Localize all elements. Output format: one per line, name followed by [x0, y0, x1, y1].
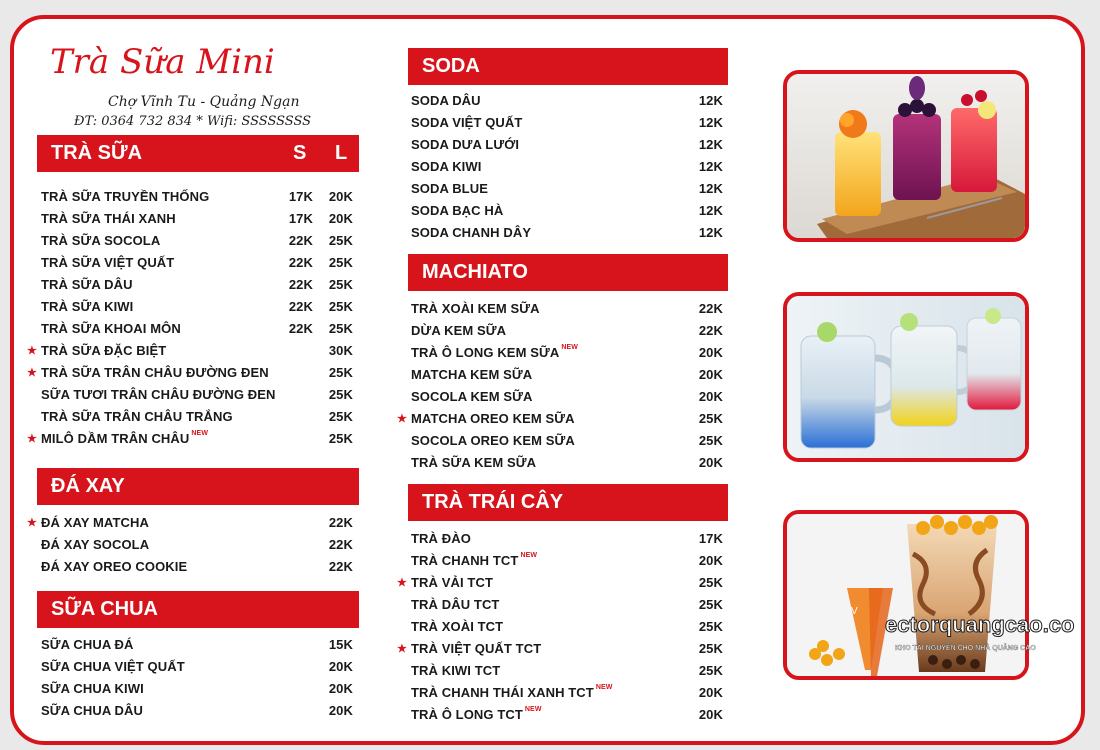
item-name: TRÀ XOÀI KEM SỮA [411, 301, 540, 316]
item-price: 25K [698, 575, 723, 590]
menu-item [411, 528, 723, 550]
item-price: 25K [698, 433, 723, 448]
item-name: TRÀ SỮA KHOAI MÔN [41, 321, 181, 336]
item-price: 12K [698, 93, 723, 108]
price-l: 25K [328, 387, 353, 402]
price-s: 17K [288, 211, 313, 226]
menu-item [41, 274, 357, 296]
new-badge: NEW [595, 684, 613, 691]
item-name-text: TRÀ CHANH THÁI XANH TCT [411, 685, 594, 700]
menu-item [41, 656, 357, 678]
item-name: ĐÁ XAY OREO COOKIE [41, 559, 188, 574]
item-price: 15K [328, 637, 353, 652]
watermark-initial: V [851, 606, 858, 617]
item-name: SODA KIWI [411, 159, 482, 174]
section-title: TRÀ SỮA [51, 142, 143, 164]
item-name-text: TRÀ Ô LONG KEM SỮA [411, 345, 560, 360]
menu-item [411, 386, 723, 408]
price-l: 20K [328, 189, 353, 204]
item-price: 20K [698, 455, 723, 470]
item-price: 25K [698, 641, 723, 656]
menu-list-soda [411, 90, 723, 244]
item-name: MATCHA OREO KEM SỮA [411, 411, 575, 426]
item-price: 20K [698, 685, 723, 700]
price-l: 25K [328, 233, 353, 248]
menu-item [41, 534, 357, 556]
price-l: 25K [328, 431, 353, 446]
item-name: SODA DƯA LƯỚI [411, 137, 520, 152]
item-price: 12K [698, 115, 723, 130]
item-name: SODA CHANH DÂY [411, 225, 532, 240]
item-name: TRÀ SỮA SOCOLA [41, 233, 161, 248]
item-price: 25K [698, 411, 723, 426]
item-price: 22K [328, 559, 353, 574]
menu-item [411, 660, 723, 682]
brand-contact: ĐT: 0364 732 834 * Wifi: SSSSSSSS [74, 114, 312, 129]
item-name-text: MILÔ DẦM TRÂN CHÂU [41, 431, 190, 446]
soda-glasses-photo [783, 70, 1029, 242]
item-price: 12K [698, 137, 723, 152]
price-l: 20K [328, 211, 353, 226]
menu-item [41, 384, 357, 406]
menu-item [41, 318, 357, 340]
item-name: SỮA CHUA DÂU [41, 703, 144, 718]
item-price: 12K [698, 159, 723, 174]
item-price: 25K [698, 597, 723, 612]
price-s: 22K [288, 255, 313, 270]
watermark-name: ectorquangcao.com [885, 612, 1075, 637]
menu-item [41, 406, 357, 428]
item-name: SODA DÂU [411, 93, 481, 108]
menu-list-tra-sua [27, 186, 357, 450]
item-name: SODA VIỆT QUẤT [411, 115, 523, 130]
item-price: 22K [328, 515, 353, 530]
item-name: ĐÁ XAY MATCHA [41, 515, 149, 530]
item-name: ĐÁ XAY SOCOLA [41, 537, 150, 552]
menu-item [41, 556, 357, 578]
star-icon: ★ [27, 367, 37, 379]
item-name: SOCOLA KEM SỮA [411, 389, 533, 404]
watermark-tagline: KHO TÀI NGUYÊN CHO NHÀ QUẢNG CÁO [895, 645, 1036, 652]
price-l: 25K [328, 409, 353, 424]
soda-glasses-illustration [787, 74, 1025, 238]
price-s: 22K [288, 321, 313, 336]
section-header-tra-trai-cay [408, 484, 728, 521]
item-name: SOCOLA OREO KEM SỮA [411, 433, 575, 448]
menu-item [41, 678, 357, 700]
item-price: 22K [698, 301, 723, 316]
new-badge: NEW [191, 430, 209, 437]
section-header-machiato [408, 254, 728, 291]
menu-item [411, 156, 723, 178]
menu-item [411, 222, 723, 244]
item-price: 20K [328, 659, 353, 674]
menu-item [27, 428, 357, 450]
item-price: 12K [698, 225, 723, 240]
menu-item [27, 340, 357, 362]
menu-list-sua-chua [41, 634, 357, 722]
item-price: 12K [698, 181, 723, 196]
item-price: 20K [698, 553, 723, 568]
item-name: TRÀ XOÀI TCT [411, 619, 504, 634]
price-l: 30K [328, 343, 353, 358]
item-price: 17K [698, 531, 723, 546]
menu-item [411, 90, 723, 112]
menu-item [397, 638, 723, 660]
menu-item [411, 452, 723, 474]
menu-item [411, 594, 723, 616]
section-header-da-xay [37, 468, 359, 505]
price-l: 25K [328, 365, 353, 380]
menu-item [41, 296, 357, 318]
menu-item [41, 252, 357, 274]
item-name: MATCHA KEM SỮA [411, 367, 533, 382]
item-name: TRÀ SỮA ĐẶC BIỆT [41, 343, 167, 358]
menu-item [41, 230, 357, 252]
column-header-s: S [293, 142, 307, 164]
item-price: 12K [698, 203, 723, 218]
item-name: TRÀ SỮA KEM SỮA [411, 455, 537, 470]
menu-item [27, 512, 357, 534]
mason-jar-illustration [787, 296, 1025, 458]
menu-item [411, 342, 723, 364]
watermark [845, 580, 1075, 680]
section-header-soda [408, 48, 728, 85]
price-l: 25K [328, 321, 353, 336]
item-name: SỮA CHUA VIỆT QUẤT [41, 659, 185, 674]
price-s: 22K [288, 233, 313, 248]
price-s: 22K [288, 299, 313, 314]
item-name: TRÀ SỮA THÁI XANH [41, 211, 176, 226]
item-name: TRÀ VẢI TCT [411, 575, 493, 590]
item-name: TRÀ KIWI TCT [411, 663, 501, 678]
menu-item [411, 134, 723, 156]
item-price: 22K [328, 537, 353, 552]
star-icon: ★ [397, 577, 407, 589]
price-l: 25K [328, 299, 353, 314]
mason-jar-drinks-photo [783, 292, 1029, 462]
item-name: TRÀ SỮA DÂU [41, 277, 133, 292]
price-s: 17K [288, 189, 313, 204]
menu-item [41, 208, 357, 230]
item-price: 20K [698, 367, 723, 382]
menu-item [411, 682, 723, 704]
price-s: 22K [288, 277, 313, 292]
star-icon: ★ [27, 433, 37, 445]
menu-item [411, 320, 723, 342]
star-icon: ★ [27, 517, 37, 529]
item-price: 22K [698, 323, 723, 338]
menu-item [41, 186, 357, 208]
item-name: TRÀ SỮA VIỆT QUẤT [41, 255, 175, 270]
item-name: TRÀ DÂU TCT [411, 597, 500, 612]
item-name: TRÀ SỮA TRUYỀN THỐNG [41, 189, 210, 204]
item-name: TRÀ SỮA KIWI [41, 299, 134, 314]
item-name [411, 342, 578, 364]
item-name [411, 682, 612, 704]
menu-item [41, 634, 357, 656]
menu-item [411, 178, 723, 200]
item-price: 20K [328, 681, 353, 696]
menu-item [397, 408, 723, 430]
item-name: TRÀ SỮA TRÂN CHÂU ĐƯỜNG ĐEN [41, 365, 269, 380]
brand-logo [50, 38, 360, 90]
section-header-tra-sua [37, 135, 359, 172]
item-name-text: TRÀ CHANH TCT [411, 553, 519, 568]
menu-item [27, 362, 357, 384]
item-name [41, 428, 208, 450]
item-name: SỮA CHUA KIWI [41, 681, 144, 696]
menu-item [41, 700, 357, 722]
menu-list-da-xay [27, 512, 357, 578]
column-header-l: L [335, 142, 348, 164]
star-icon: ★ [27, 345, 37, 357]
new-badge: NEW [524, 706, 542, 713]
menu-item [411, 364, 723, 386]
section-title: MACHIATO [422, 261, 528, 283]
menu-item [411, 298, 723, 320]
new-badge: NEW [561, 344, 579, 351]
section-title: ĐÁ XAY [51, 475, 125, 497]
item-name: SỮA TƯƠI TRÂN CHÂU ĐƯỜNG ĐEN [41, 387, 276, 402]
star-icon: ★ [397, 643, 407, 655]
menu-item [411, 616, 723, 638]
item-price: 20K [698, 389, 723, 404]
item-name: SỮA CHUA ĐÁ [41, 637, 134, 652]
item-name: SODA BLUE [411, 181, 488, 196]
menu-item [411, 704, 723, 726]
item-price: 25K [698, 619, 723, 634]
section-header-sua-chua [37, 591, 359, 628]
item-price: 25K [698, 663, 723, 678]
section-title: SODA [422, 55, 480, 77]
star-icon: ★ [397, 413, 407, 425]
price-l: 25K [328, 255, 353, 270]
menu-item [397, 572, 723, 594]
item-name: SODA BẠC HÀ [411, 203, 504, 218]
menu-list-machiato [397, 298, 723, 474]
price-l: 25K [328, 277, 353, 292]
menu-list-tra-trai-cay [397, 528, 723, 726]
item-name: TRÀ ĐÀO [411, 531, 471, 546]
brand-address: Chợ Vĩnh Tu - Quảng Ngạn [108, 94, 300, 110]
item-name: TRÀ VIỆT QUẤT TCT [411, 641, 542, 656]
item-name: DỪA KEM SỮA [411, 323, 507, 338]
item-price: 20K [698, 707, 723, 722]
menu-item [411, 112, 723, 134]
item-name-text: TRÀ Ô LONG TCT [411, 707, 523, 722]
item-name [411, 550, 537, 572]
menu-item [411, 200, 723, 222]
item-price: 20K [698, 345, 723, 360]
item-price: 20K [328, 703, 353, 718]
watermark-logo [845, 580, 1075, 680]
menu-item [411, 550, 723, 572]
brand-name: Trà Sữa Mini [50, 42, 275, 82]
new-badge: NEW [520, 552, 538, 559]
section-title: TRÀ TRÁI CÂY [422, 491, 564, 513]
item-name: TRÀ SỮA TRÂN CHÂU TRẮNG [41, 409, 233, 424]
menu-item [411, 430, 723, 452]
section-title: SỮA CHUA [51, 598, 158, 620]
item-name [411, 704, 542, 726]
